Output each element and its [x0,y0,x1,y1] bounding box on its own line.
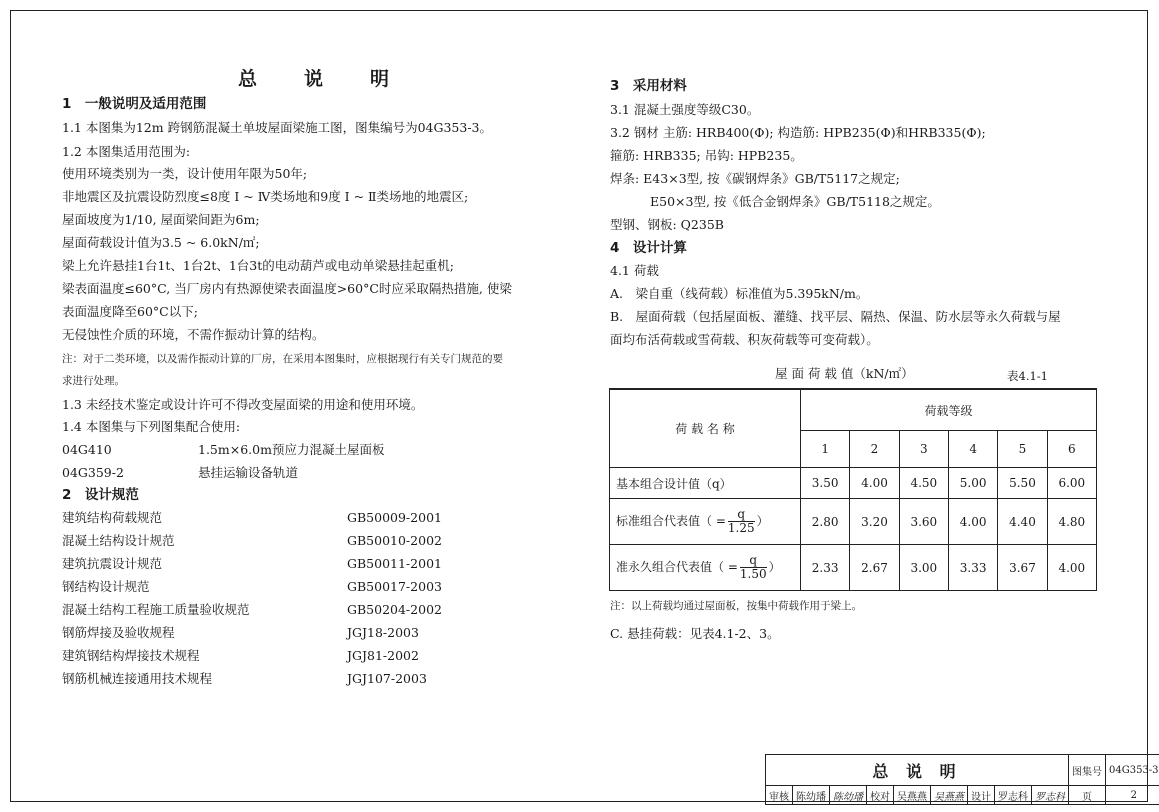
weld-rod-line: E50×3型, 按《低合金钢焊条》GB/T5118之规定。 [650,194,940,209]
paragraph-3-2: 3.2 钢材 主筋: HRB400(Φ); 构造筋: HPB235(Φ)和HRB335(Φ); [610,125,986,140]
review-label: 审核 [766,786,793,805]
value-cell: 3.33 [948,545,997,591]
code-name: 钢筋机械连接通用技术规程 [62,671,213,686]
grade-cell: 5 [998,431,1047,468]
code-number: JGJ81-2002 [347,648,419,663]
review-name: 陈幼璠 [793,786,830,805]
table-note: 注：以上荷载均通过屋面板，按集中荷载作用于梁上。 [610,600,862,612]
scope-line: 表面温度降至60°C以下; [62,304,198,319]
value-cell: 5.00 [948,468,997,499]
paragraph-4-1: 4.1 荷载 [610,263,659,278]
value-cell: 3.67 [998,545,1047,591]
code-number: GB50017-2003 [347,579,442,594]
section-heading-2: 2 设计规范 [62,487,139,503]
weld-rod-line: 焊条: E43×3型, 按《碳钢焊条》GB/T5117之规定; [610,171,900,186]
code-name: 建筑钢结构焊接技术规程 [62,648,200,663]
check-signature: 吴燕燕 [931,786,968,805]
load-table [609,388,1097,591]
fraction [740,554,767,581]
value-cell: 4.80 [1047,499,1096,545]
row-label-text: 标准组合代表值（ = [616,514,726,528]
value-cell: 5.50 [998,468,1047,499]
atlas-name: 悬挂运输设备轨道 [198,465,299,480]
value-cell: 3.20 [850,499,899,545]
atlas-code: 04G410 [62,442,112,457]
value-cell: 2.33 [801,545,850,591]
note-1-cont: 求进行处理。 [62,375,125,387]
row-label-close: ） [756,514,769,528]
paragraph-c: C. 悬挂荷载：见表4.1-2、3。 [610,626,780,641]
note-1: 注：对于二类环境，以及需作振动计算的厂房，在采用本图集时，应根据现行有关专门规范的要 [62,353,503,365]
code-number: GB50010-2002 [347,533,442,548]
scope-line: 非地震区及抗震设防烈度≤8度 I ~ Ⅳ类场地和9度 I ~ Ⅱ类场地的地震区; [62,189,469,204]
row-label [610,545,801,591]
grade-cell: 1 [801,431,850,468]
design-name: 罗志科 [995,786,1032,805]
row-label: 基本组合设计值（q） [610,468,801,499]
scope-line: 无侵蚀性介质的环境，不需作振动计算的结构。 [62,327,325,342]
row-label [610,499,801,545]
grade-cell: 2 [850,431,899,468]
paragraph-1-4: 1.4 本图集与下列图集配合使用: [62,419,241,434]
section-heading-4: 4 设计计算 [610,240,687,256]
title-char: 总 [238,68,258,90]
value-cell: 2.80 [801,499,850,545]
code-number: GB50011-2001 [347,556,442,571]
value-cell: 4.00 [1047,545,1096,591]
scope-line: 屋面荷载设计值为3.5 ~ 6.0kN/㎡; [62,235,260,250]
table-head-grade: 荷载等级 [801,389,1097,431]
scope-line: 使用环境类别为一类，设计使用年限为50年; [62,166,308,181]
check-name: 吴燕燕 [894,786,931,805]
grade-cell: 6 [1047,431,1096,468]
code-name: 混凝土结构设计规范 [62,533,175,548]
design-signature: 罗志科 [1032,786,1069,805]
page-title [238,64,436,91]
section-heading-1: 1 一般说明及适用范围 [62,96,207,112]
atlas-no: 04G353-3 [1106,755,1159,786]
fraction-numerator: q [740,554,767,568]
table-row [610,499,1097,545]
table-head-name: 荷 载 名 称 [610,389,801,468]
paragraph-b-cont: 面均布活荷载或雪荷载、积灰荷载等可变荷载）。 [610,332,879,347]
grade-cell: 3 [899,431,948,468]
atlas-code: 04G359-2 [62,465,124,480]
code-name: 混凝土结构工程施工质量验收规范 [62,602,250,617]
review-signature: 陈幼璠 [830,786,867,805]
code-number: GB50204-2002 [347,602,442,617]
title-char: 说 [304,68,324,90]
fraction-denominator: 1.50 [739,567,767,581]
title-char: 明 [370,68,390,90]
scope-line: 梁表面温度≤60°C, 当厂房内有热源使梁表面温度>60°C时应采取隔热措施, 使梁 [62,281,512,296]
paragraph-3-2-cont: 箍筋: HRB335; 吊钩: HPB235。 [610,148,803,163]
fraction-numerator: q [728,508,755,522]
fraction-denominator: 1.25 [727,521,755,535]
paragraph-b: B. 屋面荷载（包括屋面板、灌缝、找平层、隔热、保温、防水层等永久荷载与屋 [610,309,1061,324]
value-cell: 4.00 [850,468,899,499]
paragraph-1-1: 1.1 本图集为12m 跨钢筋混凝土单坡屋面梁施工图，图集编号为04G353-3。 [62,120,493,135]
check-label: 校对 [867,786,894,805]
table-row [610,468,1097,499]
code-name: 建筑抗震设计规范 [62,556,163,571]
code-number: JGJ107-2003 [347,671,427,686]
paragraph-a: A. 梁自重（线荷载）标准值为5.395kN/m。 [610,286,869,301]
paragraph-3-1: 3.1 混凝土强度等级C30。 [610,102,760,117]
paragraph-1-2: 1.2 本图集适用范围为: [62,144,191,159]
code-number: GB50009-2001 [347,510,442,525]
code-name: 建筑结构荷载规范 [62,510,163,525]
table-title: 屋 面 荷 载 值（kN/㎡） [775,366,914,381]
atlas-name: 1.5m×6.0m预应力混凝土屋面板 [198,442,385,457]
code-name: 钢筋焊接及验收规程 [62,625,175,640]
table-number: 表4.1-1 [1007,369,1048,383]
value-cell: 3.50 [801,468,850,499]
paragraph-1-3: 1.3 未经技术鉴定或设计许可不得改变屋面梁的用途和使用环境。 [62,397,424,412]
value-cell: 4.00 [948,499,997,545]
title-block [765,754,1159,805]
page-number: 2 [1106,786,1159,805]
code-number: JGJ18-2003 [347,625,419,640]
row-label-close: ） [768,560,781,574]
value-cell: 4.50 [899,468,948,499]
value-cell: 2.67 [850,545,899,591]
value-cell: 3.60 [899,499,948,545]
steel-line: 型钢、钢板: Q235B [610,217,724,232]
value-cell: 3.00 [899,545,948,591]
value-cell: 4.40 [998,499,1047,545]
fraction [728,508,755,535]
scope-line: 屋面坡度为1/10, 屋面梁间距为6m; [62,212,260,227]
code-name: 钢结构设计规范 [62,579,150,594]
section-heading-3: 3 采用材料 [610,78,687,94]
design-label: 设计 [968,786,995,805]
scope-line: 梁上允许悬挂1台1t、1台2t、1台3t的电动葫芦或电动单梁悬挂起重机; [62,258,454,273]
title-block-title: 总 说 明 [766,755,1069,786]
value-cell: 6.00 [1047,468,1096,499]
table-row [610,545,1097,591]
row-label-text: 准永久组合代表值（ = [616,560,738,574]
page-label: 页 [1069,786,1106,805]
atlas-no-label: 图集号 [1069,755,1106,786]
grade-cell: 4 [948,431,997,468]
table-header-row [610,389,1097,431]
